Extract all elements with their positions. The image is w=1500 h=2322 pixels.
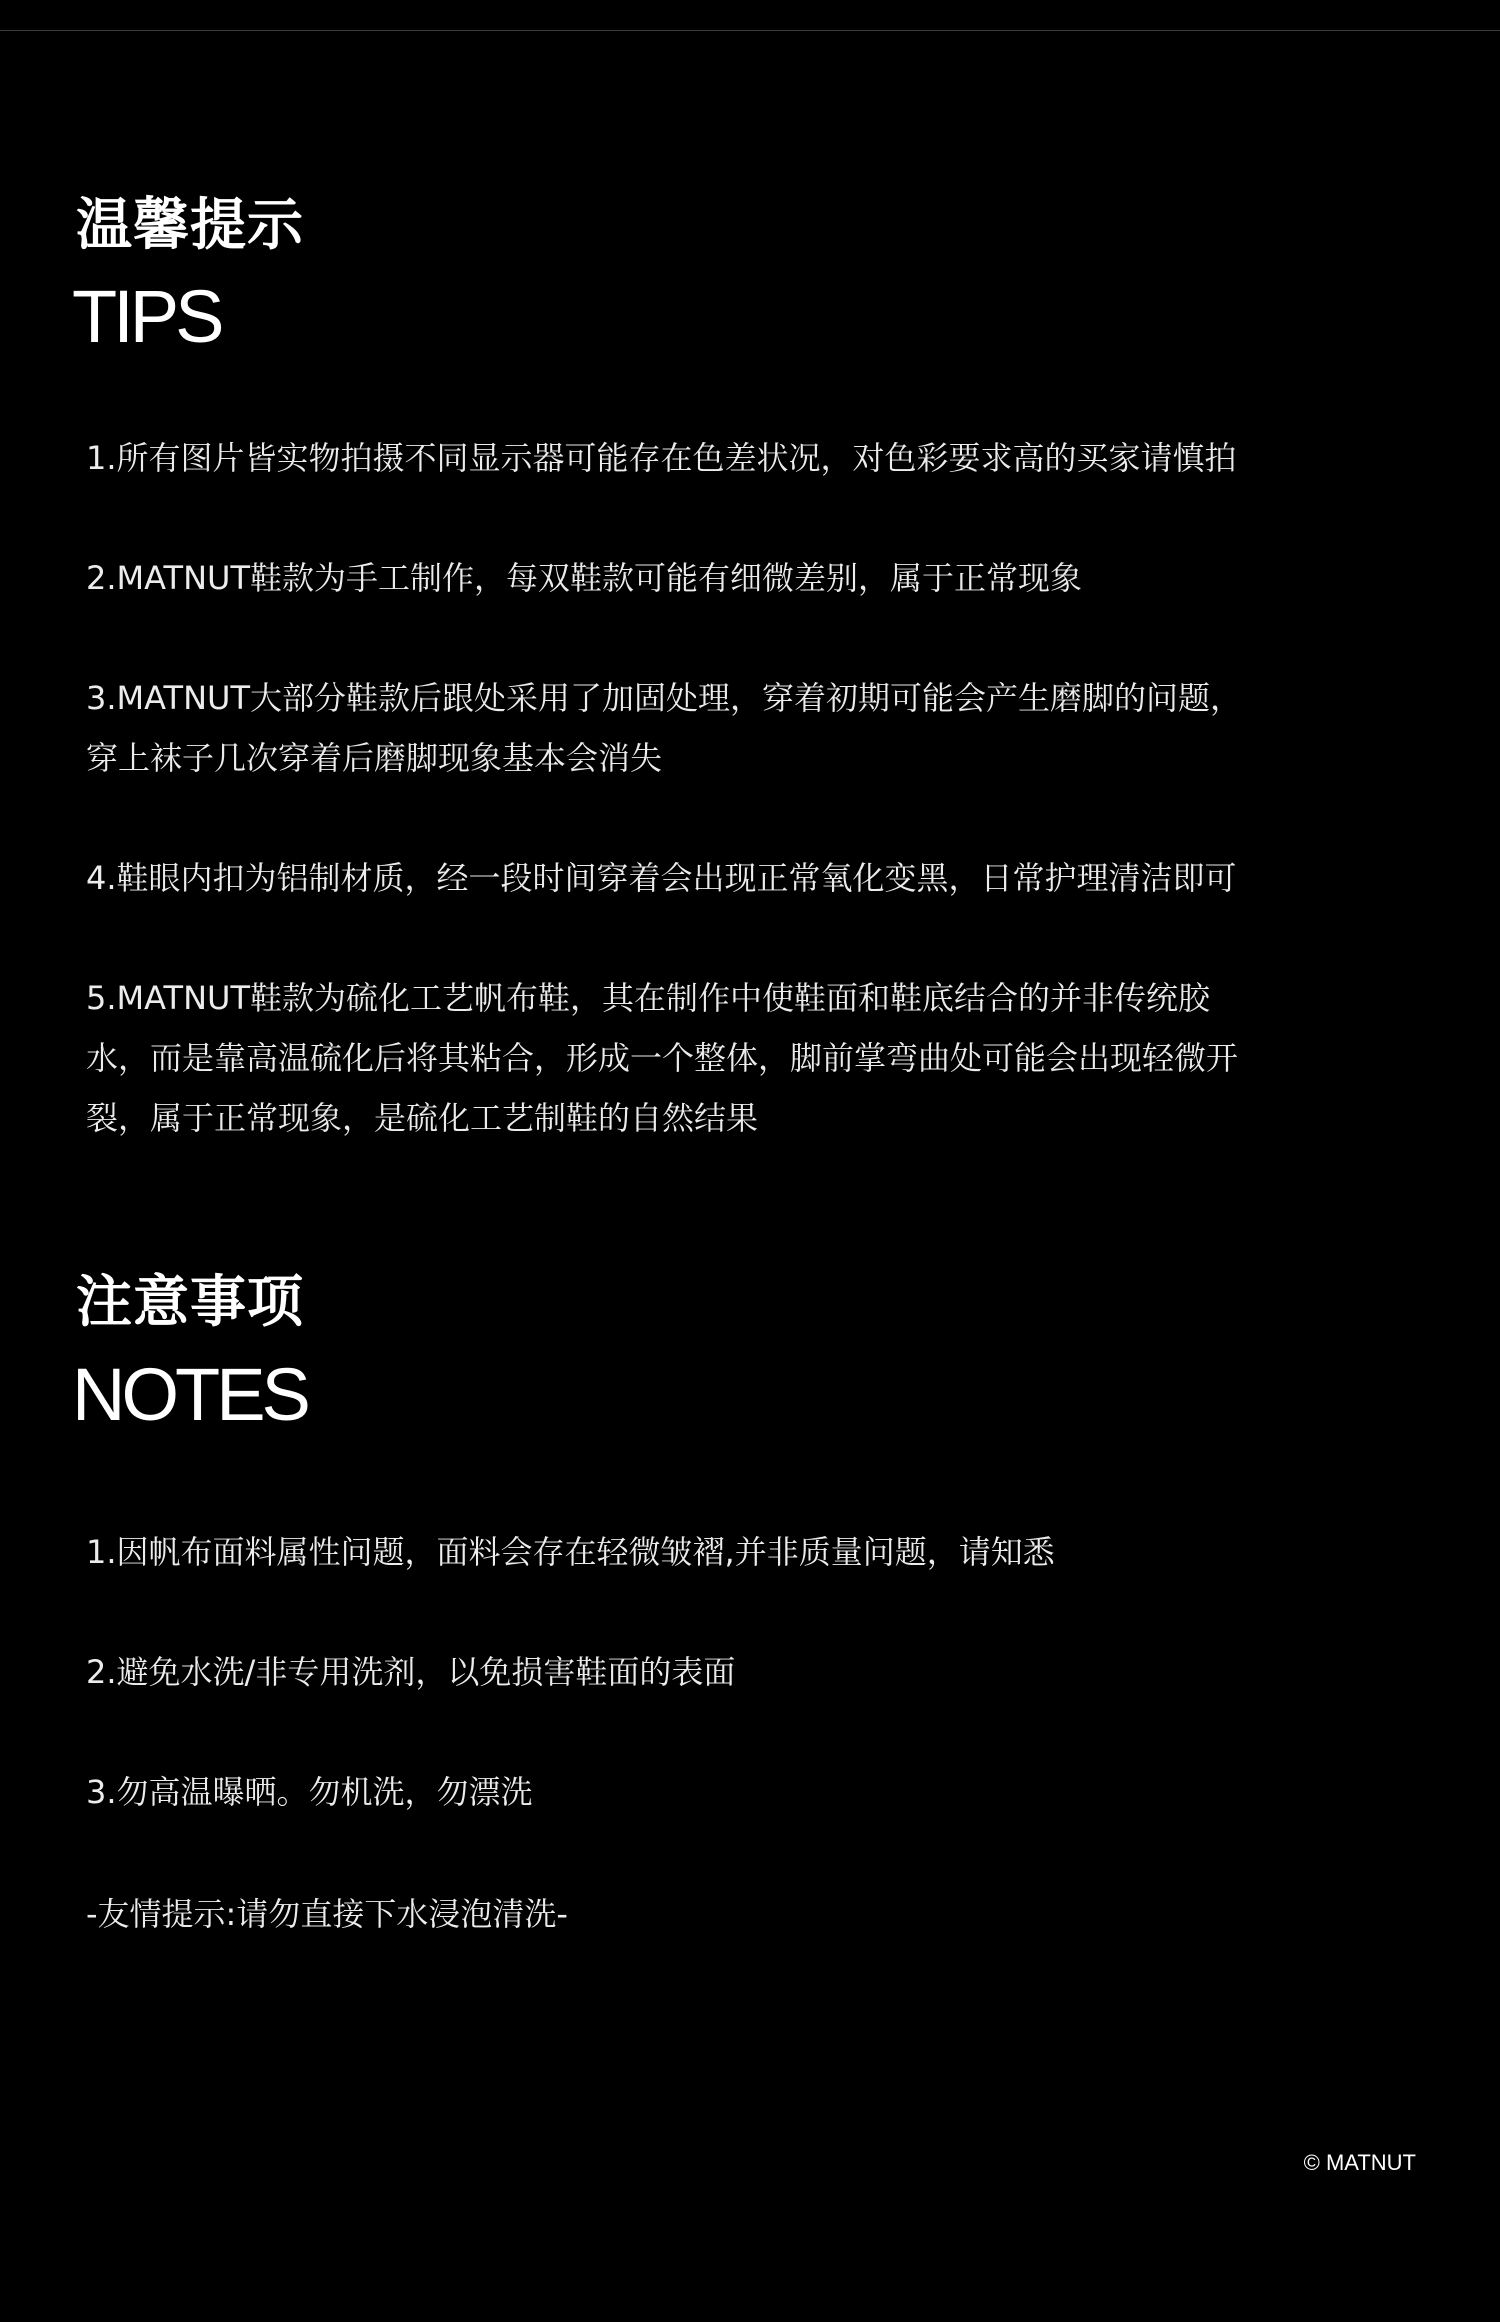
notes-title-cn: 注意事项 xyxy=(76,1270,304,1335)
tips-item-1: 1.所有图片皆实物拍摄不同显示器可能存在色差状况，对色彩要求高的买家请慎拍 xyxy=(86,439,1237,477)
copyright-mark: © MATNUT xyxy=(1303,2150,1416,2175)
notes-title-en: NOTES xyxy=(72,1353,307,1436)
notes-friendly-reminder: -友情提示:请勿直接下水浸泡清洗- xyxy=(86,1895,568,1933)
tips-title-en: TIPS xyxy=(72,275,221,358)
tips-item-5-line-2: 水，而是靠高温硫化后将其粘合，形成一个整体，脚前掌弯曲处可能会出现轻微开 xyxy=(86,1039,1239,1077)
tips-item-5-line-1: 5.MATNUT鞋款为硫化工艺帆布鞋，其在制作中使鞋面和鞋底结合的并非传统胶 xyxy=(86,979,1211,1017)
notes-item-1: 1.因帆布面料属性问题，面料会存在轻微皱褶,并非质量问题，请知悉 xyxy=(86,1533,1055,1571)
tips-item-3-line-2: 穿上袜子几次穿着后磨脚现象基本会消失 xyxy=(86,739,663,777)
tips-item-5-line-3: 裂，属于正常现象，是硫化工艺制鞋的自然结果 xyxy=(86,1099,759,1137)
tips-title-cn: 温馨提示 xyxy=(76,193,304,258)
top-divider xyxy=(0,30,1500,31)
notes-item-3: 3.勿高温曝晒。勿机洗，勿漂洗 xyxy=(86,1773,533,1811)
tips-item-3-line-1: 3.MATNUT大部分鞋款后跟处采用了加固处理，穿着初期可能会产生磨脚的问题， xyxy=(86,679,1243,717)
tips-item-4: 4.鞋眼内扣为铝制材质，经一段时间穿着会出现正常氧化变黑，日常护理清洁即可 xyxy=(86,859,1237,897)
notes-item-2: 2.避免水洗/非专用洗剂，以免损害鞋面的表面 xyxy=(86,1653,736,1691)
tips-item-2: 2.MATNUT鞋款为手工制作，每双鞋款可能有细微差别，属于正常现象 xyxy=(86,559,1083,597)
